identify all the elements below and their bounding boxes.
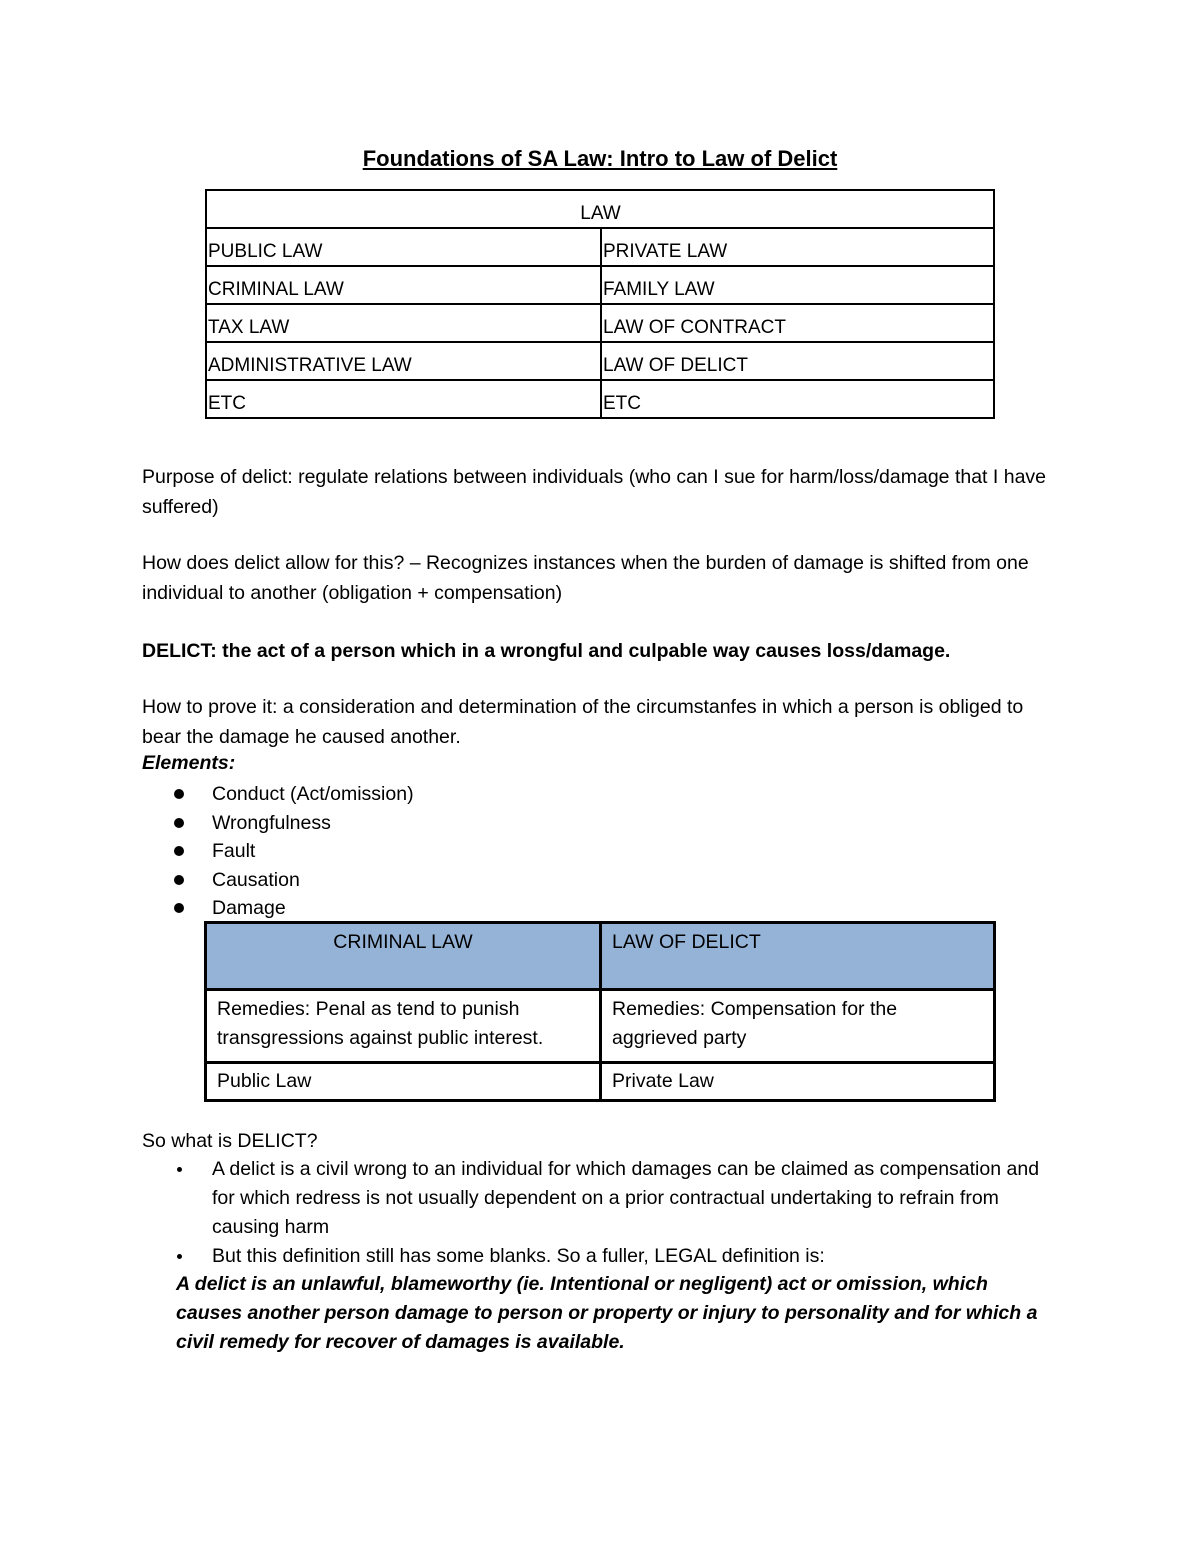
table-row [206, 990, 995, 1063]
so-what-heading: So what is DELICT? [142, 1130, 318, 1152]
table-row [206, 1063, 995, 1101]
table-cell: PRIVATE LAW [601, 228, 994, 266]
table-row [206, 228, 994, 266]
table-cell: ADMINISTRATIVE LAW [206, 342, 601, 380]
list-item-text: Wrongfulness [212, 811, 331, 834]
page-title: Foundations of SA Law: Intro to Law of Delict [362, 146, 838, 171]
table-cell: LAW OF DELICT [601, 342, 994, 380]
bullet-icon [177, 1254, 182, 1259]
list-item [0, 1155, 1100, 1242]
table-cell: Public Law [206, 1063, 601, 1101]
bullet-icon [174, 903, 184, 913]
list-item-text: But this definition still has some blanks. So a fuller, LEGAL definition is: [212, 1245, 825, 1267]
table-cell: TAX LAW [206, 304, 601, 342]
bullet-icon [177, 1167, 182, 1172]
bullet-icon [174, 846, 184, 856]
table-header-row [206, 923, 995, 990]
list-item-text: Conduct (Act/omission) [212, 783, 414, 805]
table-cell: PUBLIC LAW [206, 228, 601, 266]
list-item [0, 1242, 1100, 1271]
list-item-text: Causation [212, 868, 300, 891]
purpose-paragraph: Purpose of delict: regulate relations between individuals (who can I sue for harm/loss/damage that I have suffered) [142, 466, 1047, 518]
legal-definition: A delict is an unlawful, blameworthy (ie. Intentional or negligent) act or omission, which causes another person damage to person or property or injury to personality and for which a civil remedy for recover of damages is available. [176, 1273, 1038, 1353]
table-cell: ETC [206, 380, 601, 418]
delict-definition-paragraph: DELICT: the act of a person which in a wrongful and culpable way causes loss/damage. [142, 640, 951, 662]
table-row [206, 380, 994, 418]
elements-label: Elements: [142, 752, 236, 774]
bullet-icon [174, 875, 184, 885]
bullet-icon [174, 789, 184, 799]
criminal-vs-delict-table [204, 921, 996, 1102]
definition-list [0, 1155, 1100, 1271]
table-cell: Remedies: Penal as tend to punish transgressions against public interest. [206, 990, 601, 1063]
table-cell: LAW OF CONTRACT [601, 304, 994, 342]
table-header-cell: CRIMINAL LAW [206, 923, 601, 990]
table-row [206, 266, 994, 304]
table-row [206, 304, 994, 342]
table-cell: Remedies: Compensation for the aggrieved party [601, 990, 995, 1063]
list-item-text: A delict is a civil wrong to an individual for which damages can be claimed as compensation and for which redress is not usually dependent on a prior contractual undertaking to refrain from causing harm [212, 1158, 1040, 1238]
table-cell: CRIMINAL LAW [206, 266, 601, 304]
law-classification-table [205, 189, 995, 419]
table-header-cell: LAW OF DELICT [601, 923, 995, 990]
list-item-text: Damage [212, 897, 286, 919]
table-header-cell: LAW [206, 190, 994, 228]
list-item-text: Fault [212, 840, 256, 862]
table-cell: Private Law [601, 1063, 995, 1101]
how-prove-paragraph: How to prove it: a consideration and determination of the circumstanfes in which a person is obliged to bear the damage he caused another. [142, 696, 1024, 748]
bullet-icon [174, 818, 184, 828]
table-row [206, 190, 994, 228]
table-row [206, 342, 994, 380]
table-cell: ETC [601, 380, 994, 418]
how-allow-paragraph: How does delict allow for this? – Recognizes instances when the burden of damage is shifted from one individual to another (obligation + compensation) [142, 552, 1029, 604]
table-cell: FAMILY LAW [601, 266, 994, 304]
